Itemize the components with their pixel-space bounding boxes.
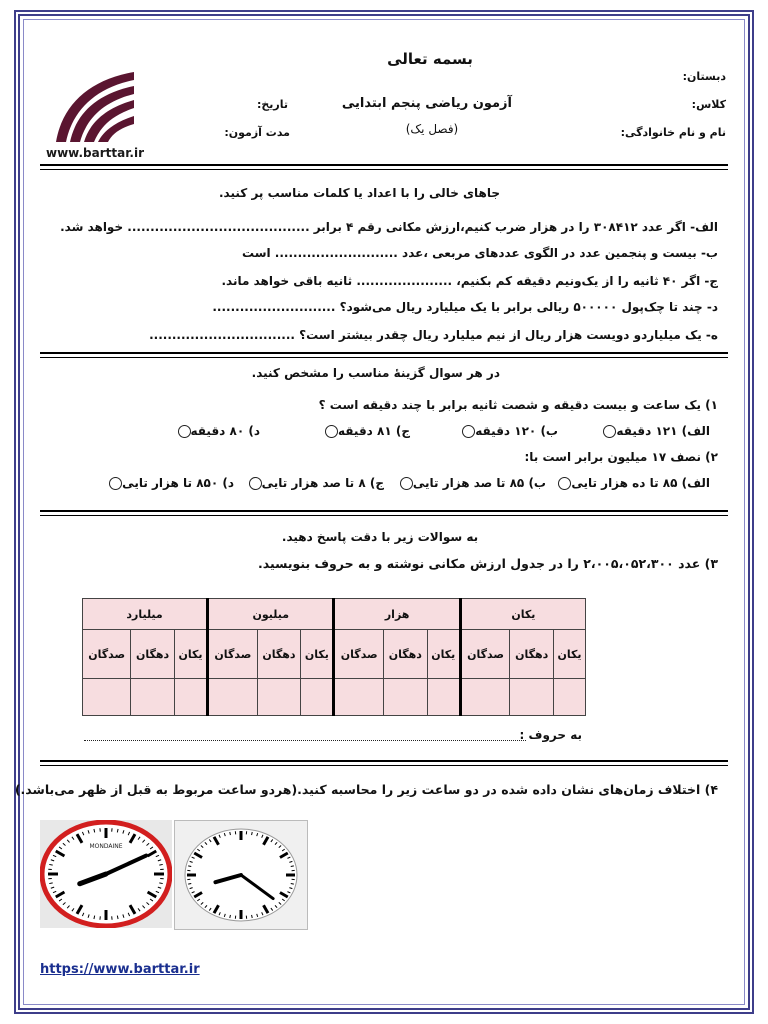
question-1: ۱) یک ساعت و بیست دقیقه و شصت ثانیه برابر با چند دقیقه است ؟: [318, 398, 718, 412]
clock-tick: [49, 883, 52, 884]
q1-option-a[interactable]: الف) ۱۲۱ دقیقه: [599, 424, 710, 438]
clock-1-panel: [40, 820, 172, 928]
radio-icon[interactable]: [249, 477, 262, 490]
answer-cell[interactable]: [460, 679, 510, 716]
q1-option-c[interactable]: ج) ۸۱ دقیقه: [321, 424, 410, 438]
clock-tick: [188, 866, 191, 867]
subcol-header: صدگان: [83, 630, 131, 679]
clock-tick: [94, 829, 95, 832]
radio-icon[interactable]: [558, 477, 571, 490]
answer-cell[interactable]: [208, 679, 258, 716]
subcol-header: دهگان: [510, 630, 554, 679]
fill-item-e: ه- یک میلیاردو دویست هزار ریال از نیم میلیارد ریال چقدر بیشتر است؟ ................................: [149, 328, 718, 342]
clock-2-panel: [174, 820, 308, 930]
place-value-table: [82, 598, 586, 716]
radio-icon[interactable]: [325, 425, 338, 438]
answer-cell[interactable]: [257, 679, 301, 716]
answer-cell[interactable]: [301, 679, 334, 716]
question-3: ۳) عدد ۲،۰۰۵،۰۵۲،۳۰۰ را در جدول ارزش مکانی نوشته و به حروف بنویسید.: [258, 556, 718, 571]
answer-cell[interactable]: [83, 679, 131, 716]
fill-item-d: د- چند تا چک‌پول ۵۰۰۰۰۰ ریالی برابر با یک میلیارد ریال می‌شود؟ ...........................: [212, 300, 718, 314]
in-words-line[interactable]: [84, 740, 526, 741]
clock-tick: [94, 916, 95, 919]
radio-icon[interactable]: [603, 425, 616, 438]
fill-item-c: ج- اگر ۴۰ ثانیه را از یک‌ونیم دقیقه کم بکنیم، ..................... ثانیه باقی خواهد ماند.: [221, 274, 718, 288]
q2-option-c[interactable]: ج) ۸ تا صد هزار تایی: [245, 476, 384, 490]
clock-2: [175, 821, 307, 929]
clock-tick: [252, 832, 253, 835]
q2-option-a[interactable]: الف) ۸۵ تا ده هزار تایی: [554, 476, 710, 490]
divider: [40, 352, 728, 358]
divider: [40, 510, 728, 516]
subcol-header: صدگان: [460, 630, 510, 679]
answer-cell[interactable]: [510, 679, 554, 716]
group-header: یکان: [460, 599, 585, 630]
duration-label: مدت آزمون:: [224, 126, 290, 139]
group-header: هزار: [334, 599, 460, 630]
subcol-header: صدگان: [334, 630, 384, 679]
answer-cell[interactable]: [553, 679, 585, 716]
logo-url: www.barttar.ir: [46, 146, 145, 160]
clock-tick: [117, 829, 118, 832]
question-2: ۲) نصف ۱۷ میلیون برابر است با:: [524, 450, 718, 464]
barttar-logo: [48, 66, 140, 144]
question-4: ۴) اختلاف زمان‌های نشان داده شده در دو ساعت زیر را محاسبه کنید.(هردو ساعت مربوط به قبل از ظهر می‌باشد.): [14, 782, 718, 797]
section3-heading: به سوالات زیر با دقت پاسخ دهید.: [281, 530, 479, 544]
date-label: تاریخ:: [256, 98, 288, 111]
group-header: میلیون: [208, 599, 334, 630]
section1-heading: جاهای خالی را با اعداد یا کلمات مناسب پر کنید.: [219, 186, 500, 200]
subcol-header: یکان: [427, 630, 460, 679]
answer-cell[interactable]: [384, 679, 428, 716]
chapter-label: (فصل یک): [405, 122, 459, 136]
clock-brand: MONDAINE: [89, 843, 123, 850]
subcol-header: یکان: [301, 630, 334, 679]
q1-option-d[interactable]: د) ۸۰ دقیقه: [174, 424, 261, 438]
name-label: نام و نام خانوادگی:: [620, 126, 726, 139]
answer-cell[interactable]: [427, 679, 460, 716]
fill-item-a: الف- اگر عدد ۳۰۸۴۱۲ را در هزار ضرب کنیم،ارزش مکانی رقم ۴ برابر ........................................ خواهد شد.: [60, 220, 718, 234]
class-label: کلاس:: [691, 98, 726, 111]
clock-tick: [230, 915, 231, 918]
radio-icon[interactable]: [400, 477, 413, 490]
group-header: میلیارد: [83, 599, 208, 630]
clock-tick: [230, 832, 231, 835]
q2-option-b[interactable]: ب) ۸۵ تا صد هزار تایی: [396, 476, 546, 490]
subcol-header: دهگان: [131, 630, 175, 679]
clock-tick: [291, 866, 294, 867]
clock-tick: [49, 864, 52, 865]
answer-cell[interactable]: [131, 679, 175, 716]
q1-option-b[interactable]: ب) ۱۲۰ دقیقه: [458, 424, 558, 438]
divider: [40, 164, 728, 170]
fill-item-b: ب- بیست و پنجمین عدد در الگوی عددهای مربعی ،عدد ........................... است: [241, 246, 718, 260]
clock-1: [40, 820, 172, 928]
subcol-header: یکان: [174, 630, 207, 679]
in-words-label: به حروف :: [519, 728, 582, 742]
radio-icon[interactable]: [109, 477, 122, 490]
q2-option-d[interactable]: د) ۸۵۰ تا هزار تایی: [105, 476, 234, 490]
radio-icon[interactable]: [178, 425, 191, 438]
clock-tick: [117, 916, 118, 919]
subcol-header: دهگان: [384, 630, 428, 679]
subcol-header: دهگان: [257, 630, 301, 679]
radio-icon[interactable]: [462, 425, 475, 438]
answer-cell[interactable]: [174, 679, 207, 716]
divider: [40, 760, 728, 766]
answer-cell[interactable]: [334, 679, 384, 716]
clock-tick: [188, 883, 191, 884]
school-label: دبستان:: [682, 70, 726, 83]
footer-link[interactable]: https://www.barttar.ir: [40, 962, 200, 977]
page-title: بسمه تعالی: [387, 50, 473, 68]
subcol-header: یکان: [553, 630, 585, 679]
section2-heading: در هر سوال گزینهٔ مناسب را مشخص کنید.: [251, 366, 500, 380]
clock-tick: [159, 883, 162, 884]
clock-tick: [291, 883, 294, 884]
clock-tick: [252, 915, 253, 918]
clock-tick: [159, 864, 162, 865]
subcol-header: صدگان: [208, 630, 258, 679]
exam-title: آزمون ریاضی پنجم ابتدایی: [341, 96, 512, 111]
